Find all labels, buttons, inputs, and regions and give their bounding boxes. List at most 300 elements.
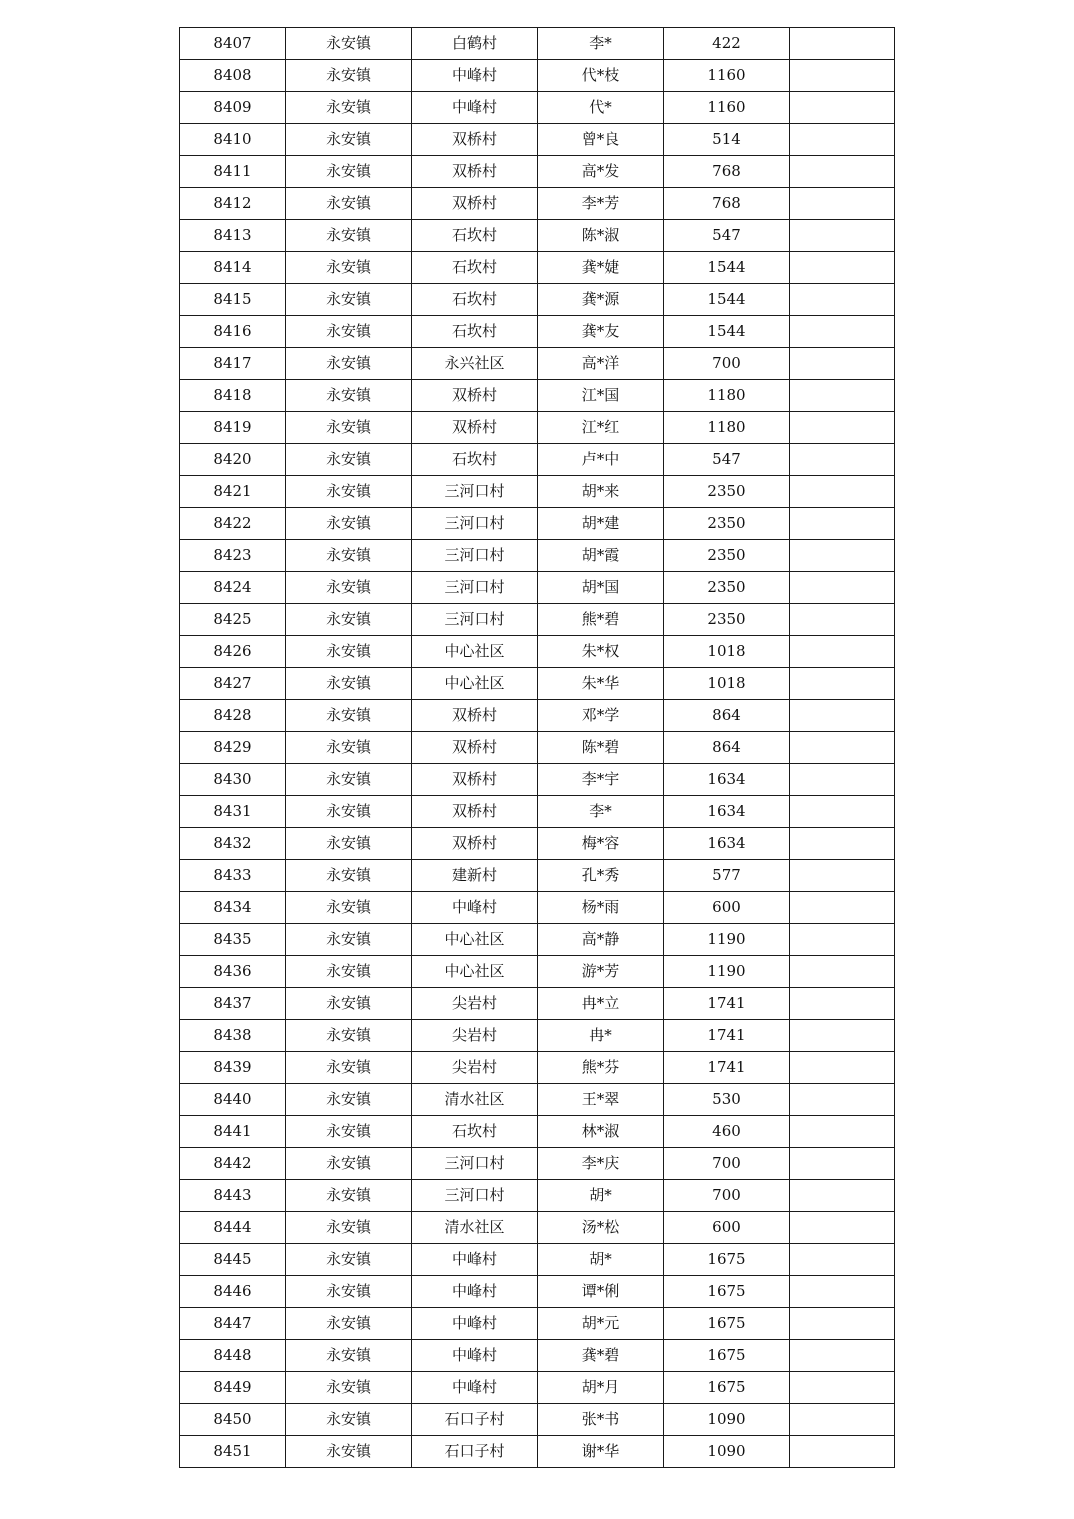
name-cell: 李*	[538, 796, 664, 828]
remarks-cell	[790, 668, 895, 700]
name-cell: 龚*友	[538, 316, 664, 348]
table-row	[180, 220, 895, 252]
amount-cell: 1741	[664, 1052, 790, 1084]
table-row	[180, 188, 895, 220]
table-row	[180, 124, 895, 156]
name-cell: 高*发	[538, 156, 664, 188]
table-row	[180, 1180, 895, 1212]
amount-cell: 1675	[664, 1244, 790, 1276]
table-row	[180, 1212, 895, 1244]
amount-cell: 864	[664, 700, 790, 732]
village-cell: 双桥村	[412, 124, 538, 156]
name-cell: 江*红	[538, 412, 664, 444]
village-cell: 中心社区	[412, 636, 538, 668]
remarks-cell	[790, 316, 895, 348]
remarks-cell	[790, 1084, 895, 1116]
name-cell: 熊*芬	[538, 1052, 664, 1084]
record-number-cell: 8416	[180, 316, 286, 348]
record-number-cell: 8450	[180, 1404, 286, 1436]
record-number-cell: 8451	[180, 1436, 286, 1468]
town-cell: 永安镇	[286, 1244, 412, 1276]
town-cell: 永安镇	[286, 828, 412, 860]
name-cell: 卢*中	[538, 444, 664, 476]
remarks-cell	[790, 604, 895, 636]
village-cell: 石坎村	[412, 284, 538, 316]
name-cell: 谢*华	[538, 1436, 664, 1468]
table-row	[180, 572, 895, 604]
remarks-cell	[790, 1148, 895, 1180]
town-cell: 永安镇	[286, 1276, 412, 1308]
record-number-cell: 8445	[180, 1244, 286, 1276]
record-number-cell: 8441	[180, 1116, 286, 1148]
remarks-cell	[790, 220, 895, 252]
town-cell: 永安镇	[286, 1148, 412, 1180]
amount-cell: 768	[664, 156, 790, 188]
table-row	[180, 1148, 895, 1180]
record-number-cell: 8414	[180, 252, 286, 284]
amount-cell: 1544	[664, 284, 790, 316]
town-cell: 永安镇	[286, 540, 412, 572]
table-row	[180, 540, 895, 572]
amount-cell: 700	[664, 348, 790, 380]
town-cell: 永安镇	[286, 124, 412, 156]
record-number-cell: 8432	[180, 828, 286, 860]
amount-cell: 2350	[664, 540, 790, 572]
remarks-cell	[790, 508, 895, 540]
record-number-cell: 8434	[180, 892, 286, 924]
village-cell: 尖岩村	[412, 1020, 538, 1052]
village-cell: 清水社区	[412, 1212, 538, 1244]
remarks-cell	[790, 700, 895, 732]
record-number-cell: 8426	[180, 636, 286, 668]
remarks-cell	[790, 988, 895, 1020]
amount-cell: 1090	[664, 1404, 790, 1436]
table-row	[180, 28, 895, 60]
remarks-cell	[790, 764, 895, 796]
amount-cell: 2350	[664, 572, 790, 604]
village-cell: 双桥村	[412, 380, 538, 412]
remarks-cell	[790, 1308, 895, 1340]
name-cell: 游*芳	[538, 956, 664, 988]
remarks-cell	[790, 476, 895, 508]
remarks-cell	[790, 124, 895, 156]
amount-cell: 1544	[664, 252, 790, 284]
remarks-cell	[790, 60, 895, 92]
town-cell: 永安镇	[286, 1308, 412, 1340]
village-cell: 尖岩村	[412, 1052, 538, 1084]
village-cell: 三河口村	[412, 572, 538, 604]
town-cell: 永安镇	[286, 1052, 412, 1084]
town-cell: 永安镇	[286, 1436, 412, 1468]
village-cell: 中峰村	[412, 1340, 538, 1372]
town-cell: 永安镇	[286, 60, 412, 92]
table-row	[180, 380, 895, 412]
record-number-cell: 8411	[180, 156, 286, 188]
name-cell: 林*淑	[538, 1116, 664, 1148]
name-cell: 胡*国	[538, 572, 664, 604]
town-cell: 永安镇	[286, 1340, 412, 1372]
record-number-cell: 8437	[180, 988, 286, 1020]
amount-cell: 1741	[664, 1020, 790, 1052]
remarks-cell	[790, 1180, 895, 1212]
table-row	[180, 732, 895, 764]
town-cell: 永安镇	[286, 732, 412, 764]
record-number-cell: 8436	[180, 956, 286, 988]
record-number-cell: 8418	[180, 380, 286, 412]
record-number-cell: 8440	[180, 1084, 286, 1116]
table-row	[180, 92, 895, 124]
amount-cell: 600	[664, 1212, 790, 1244]
amount-cell: 1090	[664, 1436, 790, 1468]
record-number-cell: 8421	[180, 476, 286, 508]
amount-cell: 1180	[664, 412, 790, 444]
name-cell: 胡*霞	[538, 540, 664, 572]
amount-cell: 1634	[664, 828, 790, 860]
record-number-cell: 8438	[180, 1020, 286, 1052]
amount-cell: 1675	[664, 1308, 790, 1340]
town-cell: 永安镇	[286, 860, 412, 892]
name-cell: 高*洋	[538, 348, 664, 380]
name-cell: 代*枝	[538, 60, 664, 92]
remarks-cell	[790, 1212, 895, 1244]
town-cell: 永安镇	[286, 924, 412, 956]
town-cell: 永安镇	[286, 956, 412, 988]
table-row	[180, 508, 895, 540]
remarks-cell	[790, 924, 895, 956]
name-cell: 冉*	[538, 1020, 664, 1052]
name-cell: 胡*建	[538, 508, 664, 540]
record-number-cell: 8447	[180, 1308, 286, 1340]
village-cell: 中峰村	[412, 60, 538, 92]
village-cell: 三河口村	[412, 1148, 538, 1180]
village-cell: 建新村	[412, 860, 538, 892]
village-cell: 双桥村	[412, 188, 538, 220]
table-row	[180, 1436, 895, 1468]
name-cell: 朱*华	[538, 668, 664, 700]
table-row	[180, 1116, 895, 1148]
amount-cell: 1018	[664, 668, 790, 700]
village-cell: 尖岩村	[412, 988, 538, 1020]
table-row	[180, 1052, 895, 1084]
table-row	[180, 796, 895, 828]
table-row	[180, 988, 895, 1020]
amount-cell: 2350	[664, 508, 790, 540]
amount-cell: 700	[664, 1180, 790, 1212]
town-cell: 永安镇	[286, 1404, 412, 1436]
amount-cell: 1018	[664, 636, 790, 668]
table-row	[180, 668, 895, 700]
table-row	[180, 476, 895, 508]
amount-cell: 547	[664, 444, 790, 476]
name-cell: 李*宇	[538, 764, 664, 796]
village-cell: 双桥村	[412, 764, 538, 796]
town-cell: 永安镇	[286, 348, 412, 380]
name-cell: 熊*碧	[538, 604, 664, 636]
roster-table	[179, 27, 895, 1468]
remarks-cell	[790, 636, 895, 668]
name-cell: 龚*源	[538, 284, 664, 316]
town-cell: 永安镇	[286, 572, 412, 604]
remarks-cell	[790, 1052, 895, 1084]
table-row	[180, 764, 895, 796]
record-number-cell: 8422	[180, 508, 286, 540]
table-row	[180, 316, 895, 348]
amount-cell: 422	[664, 28, 790, 60]
village-cell: 中心社区	[412, 956, 538, 988]
amount-cell: 864	[664, 732, 790, 764]
remarks-cell	[790, 348, 895, 380]
remarks-cell	[790, 284, 895, 316]
name-cell: 曾*良	[538, 124, 664, 156]
remarks-cell	[790, 572, 895, 604]
table-row	[180, 1372, 895, 1404]
record-number-cell: 8431	[180, 796, 286, 828]
village-cell: 石坎村	[412, 316, 538, 348]
remarks-cell	[790, 1276, 895, 1308]
name-cell: 孔*秀	[538, 860, 664, 892]
record-number-cell: 8423	[180, 540, 286, 572]
town-cell: 永安镇	[286, 1020, 412, 1052]
remarks-cell	[790, 1372, 895, 1404]
remarks-cell	[790, 828, 895, 860]
record-number-cell: 8407	[180, 28, 286, 60]
amount-cell: 600	[664, 892, 790, 924]
remarks-cell	[790, 252, 895, 284]
table-row	[180, 956, 895, 988]
village-cell: 清水社区	[412, 1084, 538, 1116]
town-cell: 永安镇	[286, 796, 412, 828]
table-row	[180, 1340, 895, 1372]
name-cell: 梅*容	[538, 828, 664, 860]
table-row	[180, 700, 895, 732]
town-cell: 永安镇	[286, 412, 412, 444]
village-cell: 石口子村	[412, 1436, 538, 1468]
table-row	[180, 1308, 895, 1340]
town-cell: 永安镇	[286, 508, 412, 540]
town-cell: 永安镇	[286, 92, 412, 124]
amount-cell: 1544	[664, 316, 790, 348]
remarks-cell	[790, 156, 895, 188]
town-cell: 永安镇	[286, 1116, 412, 1148]
town-cell: 永安镇	[286, 700, 412, 732]
village-cell: 双桥村	[412, 412, 538, 444]
town-cell: 永安镇	[286, 476, 412, 508]
table-row	[180, 60, 895, 92]
village-cell: 石口子村	[412, 1404, 538, 1436]
amount-cell: 1741	[664, 988, 790, 1020]
name-cell: 龚*碧	[538, 1340, 664, 1372]
town-cell: 永安镇	[286, 892, 412, 924]
town-cell: 永安镇	[286, 220, 412, 252]
village-cell: 双桥村	[412, 828, 538, 860]
amount-cell: 1190	[664, 956, 790, 988]
table-row	[180, 252, 895, 284]
name-cell: 高*静	[538, 924, 664, 956]
remarks-cell	[790, 412, 895, 444]
town-cell: 永安镇	[286, 1212, 412, 1244]
amount-cell: 768	[664, 188, 790, 220]
table-row	[180, 1084, 895, 1116]
record-number-cell: 8442	[180, 1148, 286, 1180]
name-cell: 代*	[538, 92, 664, 124]
name-cell: 汤*松	[538, 1212, 664, 1244]
village-cell: 中峰村	[412, 1372, 538, 1404]
remarks-cell	[790, 796, 895, 828]
record-number-cell: 8435	[180, 924, 286, 956]
town-cell: 永安镇	[286, 444, 412, 476]
remarks-cell	[790, 1020, 895, 1052]
table-row	[180, 1244, 895, 1276]
town-cell: 永安镇	[286, 1180, 412, 1212]
remarks-cell	[790, 444, 895, 476]
amount-cell: 1634	[664, 764, 790, 796]
amount-cell: 1190	[664, 924, 790, 956]
table-row	[180, 924, 895, 956]
table-row	[180, 636, 895, 668]
village-cell: 白鹤村	[412, 28, 538, 60]
village-cell: 双桥村	[412, 700, 538, 732]
village-cell: 中峰村	[412, 92, 538, 124]
town-cell: 永安镇	[286, 284, 412, 316]
amount-cell: 1180	[664, 380, 790, 412]
village-cell: 三河口村	[412, 508, 538, 540]
record-number-cell: 8408	[180, 60, 286, 92]
amount-cell: 2350	[664, 476, 790, 508]
village-cell: 中心社区	[412, 924, 538, 956]
record-number-cell: 8409	[180, 92, 286, 124]
village-cell: 双桥村	[412, 796, 538, 828]
town-cell: 永安镇	[286, 1372, 412, 1404]
name-cell: 李*庆	[538, 1148, 664, 1180]
name-cell: 冉*立	[538, 988, 664, 1020]
amount-cell: 1675	[664, 1372, 790, 1404]
table-row	[180, 892, 895, 924]
village-cell: 石坎村	[412, 1116, 538, 1148]
town-cell: 永安镇	[286, 316, 412, 348]
table-row	[180, 156, 895, 188]
name-cell: 陈*淑	[538, 220, 664, 252]
village-cell: 石坎村	[412, 444, 538, 476]
record-number-cell: 8413	[180, 220, 286, 252]
name-cell: 胡*	[538, 1180, 664, 1212]
town-cell: 永安镇	[286, 764, 412, 796]
village-cell: 三河口村	[412, 1180, 538, 1212]
record-number-cell: 8429	[180, 732, 286, 764]
name-cell: 杨*雨	[538, 892, 664, 924]
village-cell: 永兴社区	[412, 348, 538, 380]
remarks-cell	[790, 956, 895, 988]
amount-cell: 1675	[664, 1340, 790, 1372]
amount-cell: 700	[664, 1148, 790, 1180]
record-number-cell: 8419	[180, 412, 286, 444]
name-cell: 邓*学	[538, 700, 664, 732]
record-number-cell: 8417	[180, 348, 286, 380]
table-row	[180, 444, 895, 476]
record-number-cell: 8449	[180, 1372, 286, 1404]
town-cell: 永安镇	[286, 636, 412, 668]
name-cell: 张*书	[538, 1404, 664, 1436]
remarks-cell	[790, 1244, 895, 1276]
town-cell: 永安镇	[286, 380, 412, 412]
roster-table-body	[180, 28, 895, 1468]
remarks-cell	[790, 1340, 895, 1372]
record-number-cell: 8444	[180, 1212, 286, 1244]
name-cell: 李*芳	[538, 188, 664, 220]
table-row	[180, 348, 895, 380]
name-cell: 谭*俐	[538, 1276, 664, 1308]
town-cell: 永安镇	[286, 668, 412, 700]
table-row	[180, 1276, 895, 1308]
town-cell: 永安镇	[286, 28, 412, 60]
amount-cell: 530	[664, 1084, 790, 1116]
remarks-cell	[790, 1404, 895, 1436]
record-number-cell: 8427	[180, 668, 286, 700]
village-cell: 双桥村	[412, 732, 538, 764]
record-number-cell: 8430	[180, 764, 286, 796]
remarks-cell	[790, 188, 895, 220]
table-row	[180, 284, 895, 316]
record-number-cell: 8448	[180, 1340, 286, 1372]
record-number-cell: 8443	[180, 1180, 286, 1212]
remarks-cell	[790, 860, 895, 892]
remarks-cell	[790, 1116, 895, 1148]
record-number-cell: 8410	[180, 124, 286, 156]
record-number-cell: 8428	[180, 700, 286, 732]
record-number-cell: 8446	[180, 1276, 286, 1308]
table-row	[180, 860, 895, 892]
record-number-cell: 8439	[180, 1052, 286, 1084]
record-number-cell: 8433	[180, 860, 286, 892]
town-cell: 永安镇	[286, 1084, 412, 1116]
village-cell: 中峰村	[412, 1276, 538, 1308]
village-cell: 中峰村	[412, 1308, 538, 1340]
name-cell: 胡*月	[538, 1372, 664, 1404]
village-cell: 双桥村	[412, 156, 538, 188]
name-cell: 陈*碧	[538, 732, 664, 764]
name-cell: 李*	[538, 28, 664, 60]
name-cell: 胡*	[538, 1244, 664, 1276]
name-cell: 胡*来	[538, 476, 664, 508]
name-cell: 王*翠	[538, 1084, 664, 1116]
village-cell: 石坎村	[412, 252, 538, 284]
amount-cell: 514	[664, 124, 790, 156]
town-cell: 永安镇	[286, 988, 412, 1020]
remarks-cell	[790, 892, 895, 924]
remarks-cell	[790, 1436, 895, 1468]
table-row	[180, 1404, 895, 1436]
name-cell: 胡*元	[538, 1308, 664, 1340]
name-cell: 朱*权	[538, 636, 664, 668]
table-row	[180, 412, 895, 444]
name-cell: 江*国	[538, 380, 664, 412]
amount-cell: 1160	[664, 92, 790, 124]
remarks-cell	[790, 380, 895, 412]
record-number-cell: 8425	[180, 604, 286, 636]
village-cell: 三河口村	[412, 604, 538, 636]
village-cell: 三河口村	[412, 540, 538, 572]
table-row	[180, 828, 895, 860]
amount-cell: 1160	[664, 60, 790, 92]
name-cell: 龚*婕	[538, 252, 664, 284]
record-number-cell: 8412	[180, 188, 286, 220]
record-number-cell: 8420	[180, 444, 286, 476]
town-cell: 永安镇	[286, 252, 412, 284]
village-cell: 中峰村	[412, 892, 538, 924]
table-row	[180, 604, 895, 636]
remarks-cell	[790, 92, 895, 124]
table-row	[180, 1020, 895, 1052]
amount-cell: 1675	[664, 1276, 790, 1308]
